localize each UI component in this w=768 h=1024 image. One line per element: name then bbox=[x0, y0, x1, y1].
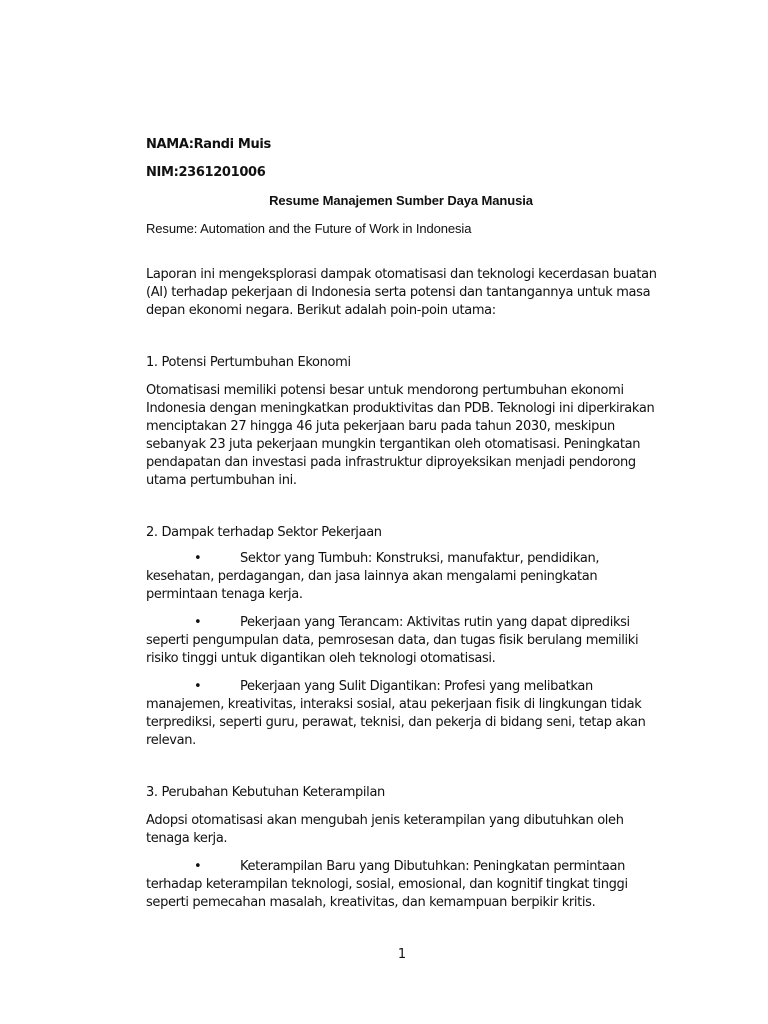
section-heading-3: 3. Perubahan Kebutuhan Keterampilan bbox=[146, 785, 385, 800]
section-heading-1: 1. Potensi Pertumbuhan Ekonomi bbox=[146, 355, 351, 370]
bullet-item bbox=[146, 858, 666, 912]
bullet-text: Pekerjaan yang Terancam: Aktivitas rutin yang dapat diprediksi seperti pengumpulan data, pemrosesan data, dan tugas fisik berulang memiliki risiko tinggi untuk digantikan oleh teknologi otomatisasi. bbox=[146, 615, 639, 666]
bullet-icon: • bbox=[194, 615, 202, 630]
section-1-paragraph: Otomatisasi memiliki potensi besar untuk mendorong pertumbuhan ekonomi Indonesia dengan meningkatkan produktivitas dan PDB. Teknologi ini diperkirakan menciptakan 27 hingga 46 juta pekerjaan baru pada tahun 2030, meskipun sebanyak 23 juta pekerjaan mungkin tergantikan oleh otomatisasi. Peningkatan pendapatan dan investasi pada infrastruktur diproyeksikan menjadi pendorong utama pertumbuhan ini. bbox=[146, 383, 655, 488]
intro-paragraph: Laporan ini mengeksplorasi dampak otomatisasi dan teknologi kecerdasan buatan (AI) terhadap pekerjaan di Indonesia serta potensi dan tantangannya untuk masa depan ekonomi negara. Berikut adalah poin-poin utama: bbox=[146, 267, 657, 318]
bullet-item bbox=[146, 614, 666, 668]
bullet-text: Pekerjaan yang Sulit Digantikan: Profesi yang melibatkan manajemen, kreativitas, interaksi sosial, atau pekerjaan fisik di lingkungan tidak terprediksi, seperti guru, perawat, teknisi, dan pekerja di bidang seni, tetap akan relevan. bbox=[146, 679, 646, 748]
bullet-text: Keterampilan Baru yang Dibutuhkan: Peningkatan permintaan terhadap keterampilan teknologi, sosial, emosional, dan kognitif tingkat tinggi seperti pemecahan masalah, kreativitas, dan kemampuan berpikir kritis. bbox=[146, 859, 628, 910]
bullet-icon: • bbox=[194, 859, 202, 874]
section-3-paragraph: Adopsi otomatisasi akan mengubah jenis keterampilan yang dibutuhkan oleh tenaga kerja. bbox=[146, 813, 624, 846]
bullet-icon: • bbox=[194, 551, 202, 566]
bullet-item bbox=[146, 678, 666, 750]
page-number: 1 bbox=[397, 947, 407, 962]
document-subtitle: Resume: Automation and the Future of Work in Indonesia bbox=[146, 221, 472, 236]
student-nim: NIM:2361201006 bbox=[146, 165, 266, 180]
document-title: Resume Manajemen Sumber Daya Manusia bbox=[269, 193, 533, 208]
bullet-icon: • bbox=[194, 679, 202, 694]
section-heading-2: 2. Dampak terhadap Sektor Pekerjaan bbox=[146, 525, 382, 540]
bullet-text: Sektor yang Tumbuh: Konstruksi, manufaktur, pendidikan, kesehatan, perdagangan, dan jasa lainnya akan mengalami peningkatan permintaan tenaga kerja. bbox=[146, 551, 600, 602]
document-content bbox=[146, 136, 666, 912]
student-name: NAMA:Randi Muis bbox=[146, 137, 271, 152]
bullet-item bbox=[146, 550, 666, 604]
